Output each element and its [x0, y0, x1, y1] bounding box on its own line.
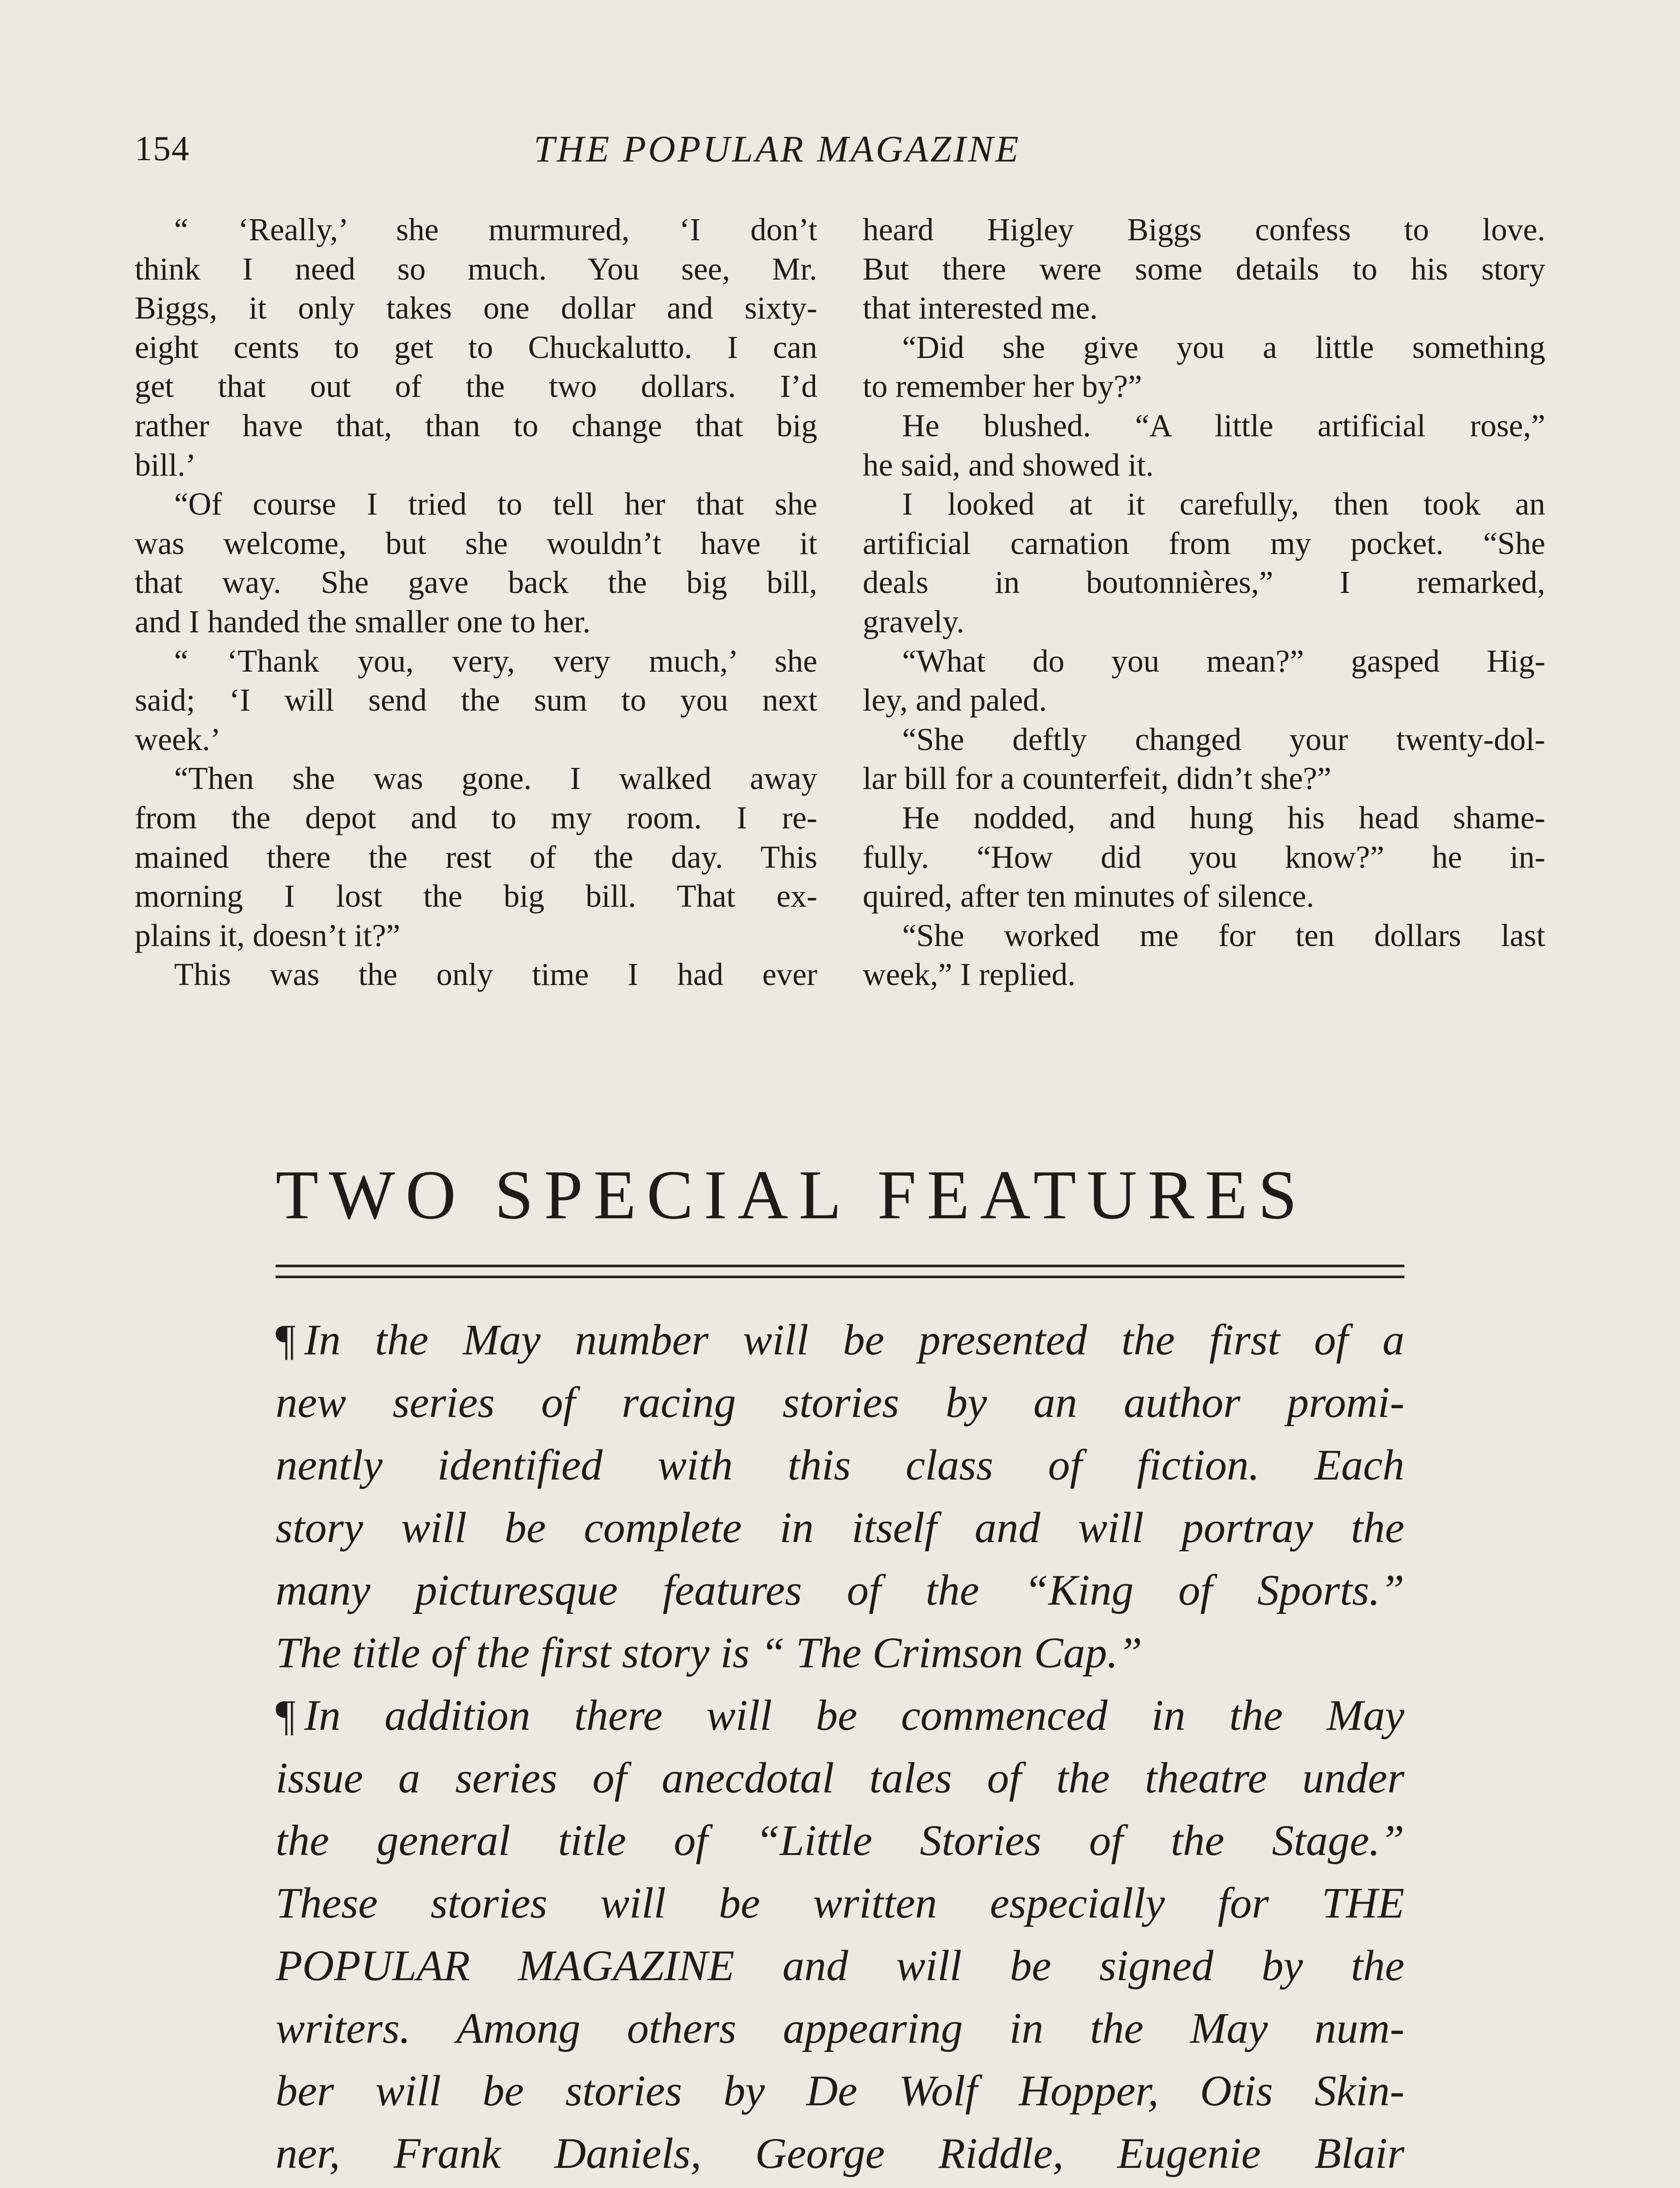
story-line: week,” I replied.: [863, 957, 1076, 992]
story-line: “Of course I tried to tell her that she: [174, 486, 817, 522]
story-line: “Did she give you a little something: [902, 329, 1545, 365]
story-line: that way. She gave back the big bill,: [135, 565, 817, 600]
feature-line: [276, 1684, 1404, 1746]
story-line: heard Higley Biggs confess to love.: [863, 212, 1545, 247]
heading-rule: [276, 1276, 1404, 1278]
feature-line: [276, 1308, 1404, 1371]
story-line: This was the only time I had ever: [174, 957, 817, 992]
story-line: plains it, doesn’t it?”: [135, 917, 400, 953]
story-line: from the depot and to my room. I re-: [135, 799, 817, 835]
story-line: bill.’: [135, 447, 196, 483]
page-number: 154: [135, 130, 190, 168]
story-line: artificial carnation from my pocket. “She: [863, 525, 1545, 561]
pilcrow-icon: ¶: [276, 1315, 296, 1364]
feature-line: many picturesque features of the “King of Sports.”: [276, 1566, 1404, 1614]
story-line: “She worked me for ten dollars last: [902, 917, 1545, 953]
story-line: think I need so much. You see, Mr.: [135, 251, 817, 287]
feature-line: the general title of “Little Stories of the Stage.”: [276, 1816, 1404, 1865]
story-line: “Then she was gone. I walked away: [174, 761, 817, 796]
feature-line-text: In addition there will be commenced in the May: [304, 1691, 1404, 1739]
story-line: “ ‘Thank you, very, very much,’ she: [174, 643, 817, 679]
story-line: get that out of the two dollars. I’d: [135, 368, 817, 404]
story-line: he said, and showed it.: [863, 447, 1154, 483]
story-line: week.’: [135, 721, 221, 757]
feature-line: story will be complete in itself and will portray the: [276, 1503, 1404, 1552]
feature-line-text: In the May number will be presented the first of a: [304, 1315, 1404, 1364]
story-line: “ ‘Really,’ she murmured, ‘I don’t: [174, 212, 817, 247]
story-line: to remember her by?”: [863, 368, 1142, 404]
story-line: Biggs, it only takes one dollar and sixty-: [135, 290, 817, 326]
feature-line: [276, 2184, 1404, 2188]
story-line: morning I lost the big bill. That ex-: [135, 878, 817, 914]
story-line: quired, after ten minutes of silence.: [863, 878, 1314, 914]
story-line: said; ‘I will send the sum to you next: [135, 682, 817, 718]
feature-line: writers. Among others appearing in the May num-: [276, 2004, 1404, 2052]
story-line: He blushed. “A little artificial rose,”: [902, 407, 1545, 443]
story-line: “She deftly changed your twenty-dol-: [902, 721, 1545, 757]
story-line: fully. “How did you know?” he in-: [863, 839, 1545, 875]
story-line: I looked at it carefully, then took an: [902, 486, 1545, 522]
story-line: and I handed the smaller one to her.: [135, 603, 591, 639]
feature-line: new series of racing stories by an author promi-: [276, 1378, 1404, 1427]
story-line: lar bill for a counterfeit, didn’t she?”: [863, 761, 1331, 796]
story-column-left: [135, 210, 817, 994]
story-line: eight cents to get to Chuckalutto. I can: [135, 329, 817, 365]
pilcrow-icon: ¶: [276, 1691, 296, 1739]
story-line: “What do you mean?” gasped Hig-: [902, 643, 1545, 679]
story-line: deals in boutonnières,” I remarked,: [863, 565, 1545, 600]
story-line: that interested me.: [863, 290, 1098, 326]
feature-line: The title of the first story is “ The Crimson Cap.”: [276, 1628, 1142, 1677]
story-column-right: [863, 210, 1545, 994]
feature-line: ner, Frank Daniels, George Riddle, Eugenie Blair: [276, 2129, 1404, 2177]
feature-line: issue a series of anecdotal tales of the theatre under: [276, 1753, 1404, 1802]
feature-line: POPULAR MAGAZINE and will be signed by the: [276, 1941, 1404, 1990]
feature-line: ber will be stories by De Wolf Hopper, Otis Skin-: [276, 2066, 1404, 2115]
story-line: was welcome, but she wouldn’t have it: [135, 525, 817, 561]
story-line: He nodded, and hung his head shame-: [902, 799, 1545, 835]
feature-line: nently identified with this class of fiction. Each: [276, 1441, 1404, 1489]
feature-heading: TWO SPECIAL FEATURES: [276, 1156, 1308, 1234]
feature-announcement: [276, 1308, 1404, 2188]
story-line: mained there the rest of the day. This: [135, 839, 817, 875]
story-line: But there were some details to his story: [863, 251, 1545, 287]
heading-rule: [276, 1265, 1404, 1267]
story-line: gravely.: [863, 603, 965, 639]
running-title: THE POPULAR MAGAZINE: [534, 128, 1021, 170]
story-line: rather have that, than to change that big: [135, 407, 817, 443]
feature-line: These stories will be written especially for THE: [276, 1879, 1404, 1927]
story-line: ley, and paled.: [863, 682, 1047, 718]
